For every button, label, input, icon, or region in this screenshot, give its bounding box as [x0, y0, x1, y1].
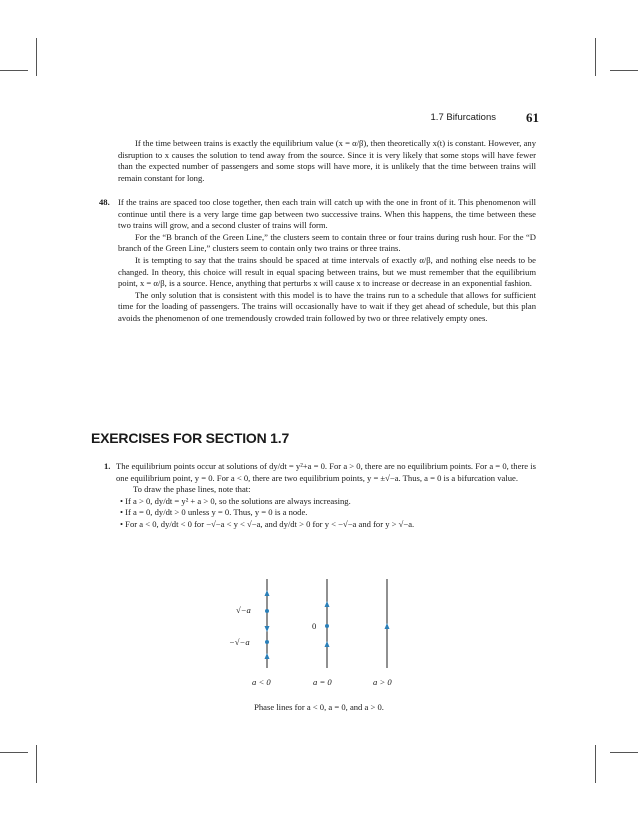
exercise-1	[104, 461, 536, 531]
figure-caption: Phase lines for a < 0, a = 0, and a > 0.	[254, 702, 384, 712]
problem-48-p3: It is tempting to say that the trains should be spaced at time intervals of exactly α/β, and nothing else needs to be changed. In theory, this choice will result in equal spacing between trains, but we must remember that the equilibrium point, x = α/β, is a source. Hence, anything that perturbs x will cause x to increase or decrease in an exponential fashion.	[118, 254, 536, 289]
arrow-up-icon	[265, 590, 270, 596]
arrow-up-icon	[325, 641, 330, 647]
section-title: 1.7 Bifurcations	[430, 112, 496, 123]
top-paragraph: If the time between trains is exactly the equilibrium value (x = α/β), then theoretically x(t) is constant. However, any disruption to x causes the solution to tend away from the source. Since it is very likely that some stops will have fewer than the expected number of passengers and some stops will have more, it is unlikely that the time between trains will remain constant for long.	[118, 138, 536, 183]
crop-mark	[36, 745, 37, 783]
list-item: • For a < 0, dy/dt < 0 for −√−a < y < √−a, and dy/dt > 0 for y < −√−a and for y > √−a.	[120, 518, 415, 529]
bullet-list	[120, 496, 536, 531]
label-neg-sqrt-neg-a: −√−a	[229, 637, 250, 647]
line-label-a-positive: a > 0	[373, 677, 392, 687]
arrow-up-icon	[265, 653, 270, 659]
crop-mark	[610, 70, 638, 71]
equilibrium-dot	[265, 640, 269, 644]
top-paragraph-block	[118, 138, 536, 184]
problem-number: 48.	[99, 197, 110, 207]
problem-48-p1: If the trains are spaced too close together, then each train will catch up with the one in front of it. This phenomenon will continue until there is a very large time gap between two successive trains. When this happens, the time between these two trains will grow, and a second cluster of trains will form.	[118, 197, 536, 231]
crop-mark	[0, 70, 28, 71]
problem-48	[99, 197, 536, 325]
arrow-up-icon	[325, 601, 330, 607]
label-zero: 0	[312, 621, 317, 631]
list-item: • If a = 0, dy/dt > 0 unless y = 0. Thus, y = 0 is a node.	[120, 507, 308, 518]
crop-mark	[36, 38, 37, 76]
exercise-1-text: The equilibrium points occur at solutions of dy/dt = y²+a = 0. For a > 0, there are no equilibrium points. For a = 0, there is one equilibrium point, y = 0. For a < 0, there are two equilibrium points, y = ±√−a. Thus, a = 0 is a bifurcation value.	[116, 461, 536, 483]
equilibrium-dot	[325, 624, 329, 628]
page-number: 61	[526, 110, 539, 125]
problem-48-p2: For the “B branch of the Green Line,” the clusters seem to contain three or four trains during rush hour. For the “D branch of the Green Line,” clusters seem to contain only two trains or three trains.	[118, 231, 536, 254]
crop-mark	[595, 38, 596, 76]
line-label-a-negative: a < 0	[252, 677, 271, 687]
line-label-a-zero: a = 0	[313, 677, 332, 687]
crop-mark	[610, 752, 638, 753]
label-sqrt-neg-a: √−a	[236, 605, 251, 615]
equilibrium-dot	[265, 609, 269, 613]
arrow-up-icon	[385, 623, 390, 629]
problem-48-p4: The only solution that is consistent with this model is to have the trains run to a schedule that allows for sufficient time for the loading of passengers. The trains will occasionally have to wait if they get ahead of schedule, but this plan avoids the phenomenon of one tremendously crowded train followed by two or three relatively empty ones.	[118, 289, 536, 323]
exercises-heading: EXERCISES FOR SECTION 1.7	[91, 430, 290, 446]
crop-mark	[0, 752, 28, 753]
arrow-down-icon	[265, 626, 270, 632]
list-item: • If a > 0, dy/dt = y² + a > 0, so the solutions are always increasing.	[120, 495, 351, 506]
crop-mark	[595, 745, 596, 783]
exercise-1-intro: To draw the phase lines, note that:	[133, 484, 251, 495]
exercise-number: 1.	[104, 461, 111, 471]
